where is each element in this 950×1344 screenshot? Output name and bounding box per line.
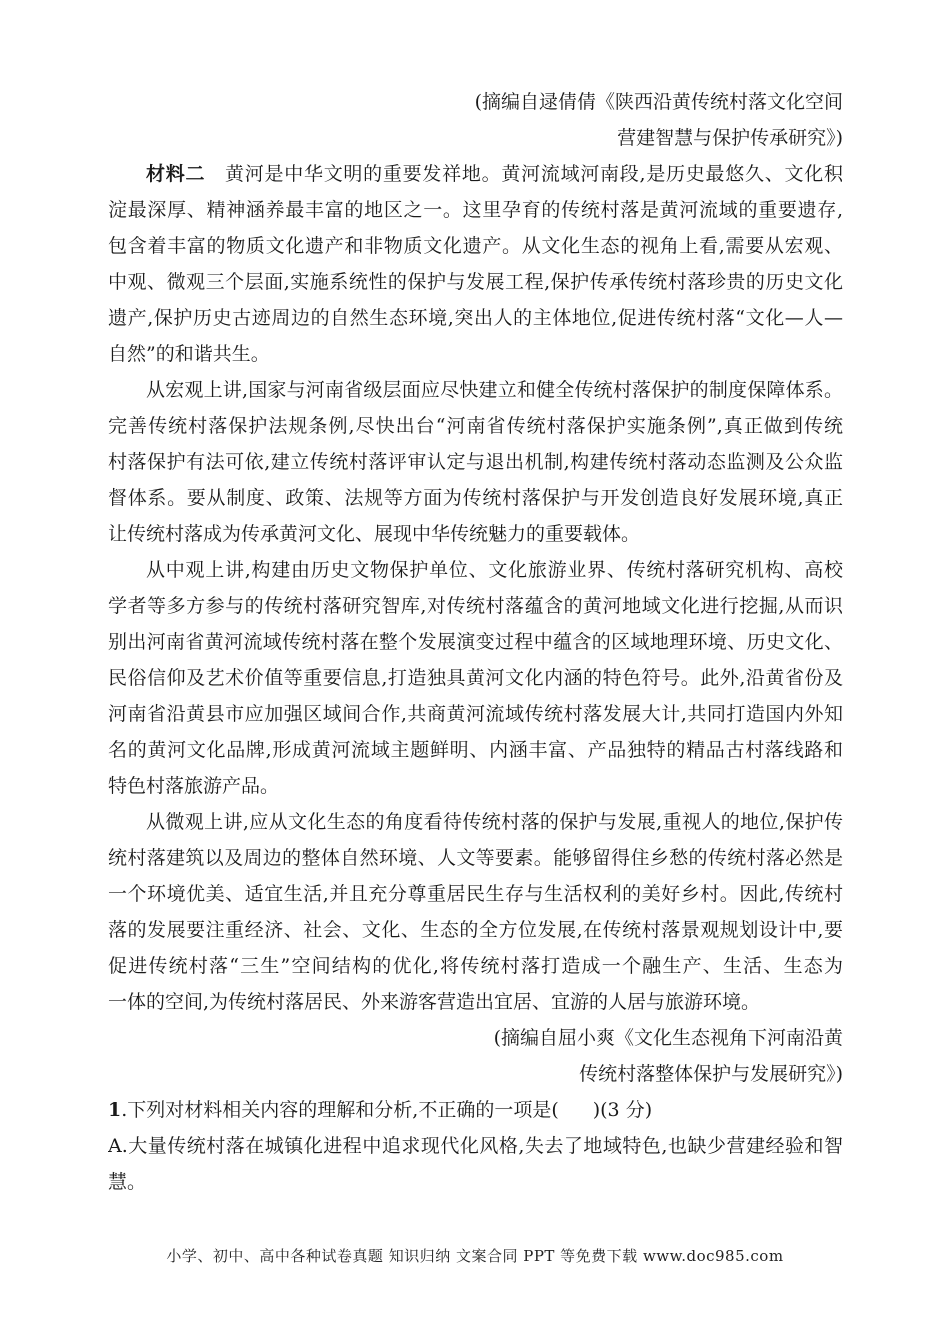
material-2-p2-line-5: 让传统村落成为传承黄河文化、展现中华传统魅力的重要载体。 [108,523,641,545]
question-1-number: 1 [108,1099,122,1121]
material-2-p2-line-4: 督体系。要从制度、政策、法规等方面为传统村落保护与开发创造良好发展环境,真正 [108,487,843,509]
material-2-p1-text-1: 黄河是中华文明的重要发祥地。黄河流域河南段,是历史最悠久、文化积 [224,163,843,185]
material-2-p1-line-4: 中观、微观三个层面,实施系统性的保护与发展工程,保护传承传统村落珍贵的历史文化 [108,271,843,293]
citation-1-line-2: 营建智慧与保护传承研究》) [617,127,843,149]
material-2-p3-line-1: 从中观上讲,构建由历史文物保护单位、文化旅游业界、传统村落研究机构、高校 [146,559,843,581]
material-2-p2-line-2: 完善传统村落保护法规条例,尽快出台“河南省传统村落保护实施条例”,真正做到传统 [108,415,843,437]
material-2-p1-line-3: 包含着丰富的物质文化遗产和非物质文化遗产。从文化生态的视角上看,需要从宏观、 [108,235,843,257]
question-1-option-a-line-1: A.大量传统村落在城镇化进程中追求现代化风格,失去了地域特色,也缺少营建经验和智 [108,1135,843,1157]
material-2-p4-line-1: 从微观上讲,应从文化生态的角度看待传统村落的保护与发展,重视人的地位,保护传 [146,811,843,833]
material-2-p4-line-6: 一体的空间,为传统村落居民、外来游客营造出宜居、宜游的人居与旅游环境。 [108,991,761,1013]
material-2-p4-line-5: 促进传统村落“三生”空间结构的优化,将传统村落打造成一个融生产、生活、生态为 [108,955,843,977]
material-2-p3-line-3: 别出河南省黄河流域传统村落在整个发展演变过程中蕴含的区域地理环境、历史文化、 [108,631,843,653]
material-2-p3-line-5: 河南省沿黄县市应加强区域间合作,共商黄河流域传统村落发展大计,共同打造国内外知 [108,703,843,725]
question-1-stem [108,1092,843,1128]
footer-ad-text: 小学、初中、高中各种试卷真题 知识归纳 文案合同 PPT 等免费下载 www.doc985.com [166,1247,784,1265]
document-body [108,0,843,1200]
material-2-p1-line-5: 遗产,保护历史古迹周边的自然生态环境,突出人的主体地位,促进传统村落“文化—人— [108,307,843,329]
citation-2-line-2: 传统村落整体保护与发展研究》) [579,1063,843,1085]
material-2-p4-line-4: 落的发展要注重经济、社会、文化、生态的全方位发展,在传统村落景观规划设计中,要 [108,919,843,941]
material-2-p3-line-4: 民俗信仰及艺术价值等重要信息,打造独具黄河文化内涵的特色符号。此外,沿黄省份及 [108,667,843,689]
material-2-p4-line-2: 统村落建筑以及周边的整体自然环境、人文等要素。能够留得住乡愁的传统村落必然是 [108,847,843,869]
material-2-p3-line-6: 名的黄河文化品牌,形成黄河流域主题鲜明、内涵丰富、产品独特的精品古村落线路和 [108,739,843,761]
citation-1-line-1: (摘编自逯倩倩《陕西沿黄传统村落文化空间 [474,91,843,113]
material-2-p2-line-3: 村落保护有法可依,建立传统村落评审认定与退出机制,构建传统村落动态监测及公众监 [108,451,843,473]
material-2-p2-line-1: 从宏观上讲,国家与河南省级层面应尽快建立和健全传统村落保护的制度保障体系。 [146,379,843,401]
question-1-option-a-line-2: 慧。 [108,1171,147,1193]
material-2-p1-line-6: 自然”的和谐共生。 [108,343,270,365]
material-2-p1-line-1 [108,156,843,192]
material-2-p3-line-7: 特色村落旅游产品。 [108,775,280,797]
material-2-p3-line-2: 学者等多方参与的传统村落研究智库,对传统村落蕴含的黄河地域文化进行挖掘,从而识 [108,595,843,617]
material-2-label: 材料二 [146,163,206,185]
material-2-p1-line-2: 淀最深厚、精神涵养最丰富的地区之一。这里孕育的传统村落是黄河流域的重要遗存, [108,199,843,221]
material-2-p4-line-3: 一个环境优美、适宜生活,并且充分尊重居民生存与生活权利的美好乡村。因此,传统村 [108,883,843,905]
question-1-score: )(3 分) [592,1099,653,1121]
question-1-stem-text: .下列对材料相关内容的理解和分析,不正确的一项是( [121,1099,559,1121]
citation-2-line-1: (摘编自屈小爽《文化生态视角下河南沿黄 [493,1027,843,1049]
